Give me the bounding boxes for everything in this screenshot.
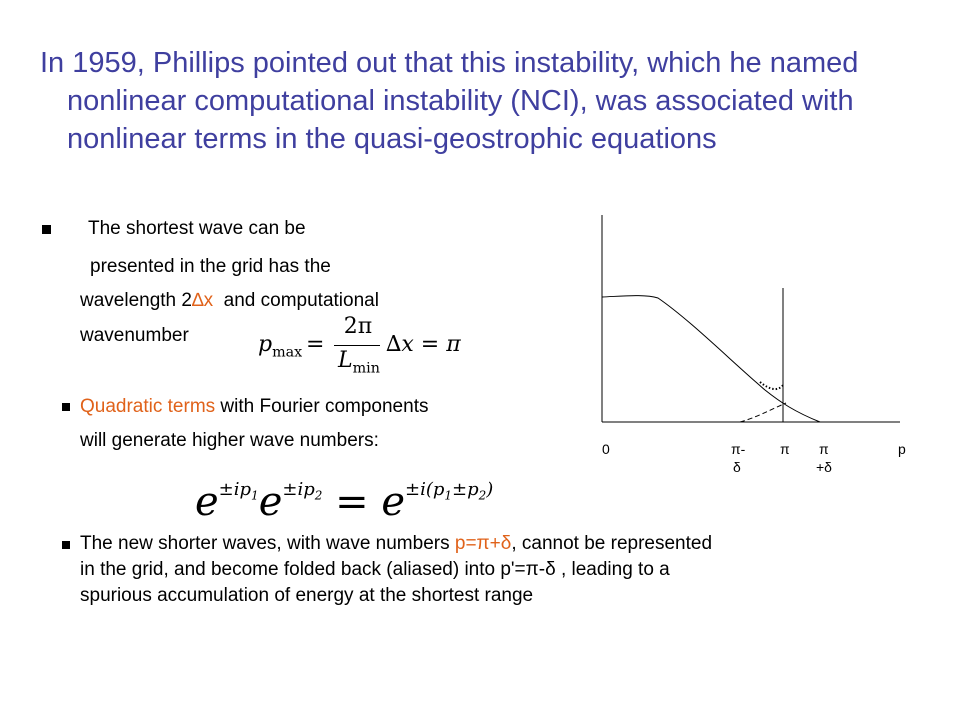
formula1-denominator: L (338, 348, 353, 373)
slide-title: In 1959, Phillips pointed out that this instability, which he named nonlinear computational instability (NCI), was associated with nonlinear terms in the quasi-geostrophic equations (40, 47, 859, 155)
tick-pi-minus-top: π- (731, 441, 746, 457)
bullet3-line2: in the grid, and become folded back (aliased) into p'=π-δ , leading to a (80, 559, 670, 580)
formula1-eq: = (306, 332, 325, 357)
quadratic-terms-highlight: Quadratic terms (80, 396, 216, 417)
bullet1-line4: wavenumber (80, 325, 189, 346)
formula2-eq: = (335, 479, 382, 525)
fraction-bar (334, 345, 380, 346)
bullet1-line3-pre: wavelength 2 (80, 290, 192, 311)
tick-pi-plus-bottom: +δ (816, 459, 832, 475)
bullet3-line1 (80, 533, 712, 555)
formula-exponential (195, 468, 493, 524)
bullet3-highlight: p=π+δ (454, 533, 512, 554)
bullet-marker (42, 225, 51, 234)
tick-pi-plus-top: π (819, 441, 829, 457)
tick-pi-minus-bottom: δ (733, 459, 741, 475)
bullet1-delta-x: ∆x (191, 290, 214, 311)
bullet3-line3: spurious accumulation of energy at the shortest range (80, 585, 534, 606)
bullet1-line3-post: and computational (213, 290, 379, 311)
formula1-denominator-sub: min (352, 360, 380, 377)
formula1-lhs: p (258, 332, 273, 357)
tick-0: 0 (602, 441, 610, 457)
formula1-rest: ∆x = π (386, 332, 461, 357)
tick-p: p (898, 441, 906, 457)
bullet1-line1: The shortest wave can be (88, 218, 306, 239)
accumulation-dotted-curve (760, 382, 784, 389)
bullet1-line3 (80, 290, 379, 312)
spectrum-curve (602, 296, 820, 422)
bullet-marker (62, 541, 70, 549)
formula1-lhs-sub: max (272, 344, 303, 361)
bullet3-line1-pre: The new shorter waves, with wave numbers (80, 533, 455, 554)
formula1-numerator: 2π (343, 314, 373, 339)
energy-spectrum-diagram (590, 210, 930, 480)
aliased-dashed-curve (740, 403, 786, 422)
formula2-term1: $e^{\pm ip_1}$ (195, 479, 259, 525)
formula2-term3: $e^{\pm i(p_1\pm p_2)}$ (381, 479, 494, 525)
bullet-marker (62, 403, 70, 411)
formula2-term2: $e^{\pm ip_2}$ (258, 479, 323, 525)
bullet1-line2: presented in the grid has the (90, 256, 331, 277)
bullet3-line1-post: , cannot be represented (511, 533, 713, 554)
bullet2-line1 (80, 396, 428, 418)
bullet2-line2: will generate higher wave numbers: (80, 430, 379, 451)
tick-pi: π (780, 441, 790, 457)
bullet2-rest: with Fourier components (215, 396, 429, 417)
